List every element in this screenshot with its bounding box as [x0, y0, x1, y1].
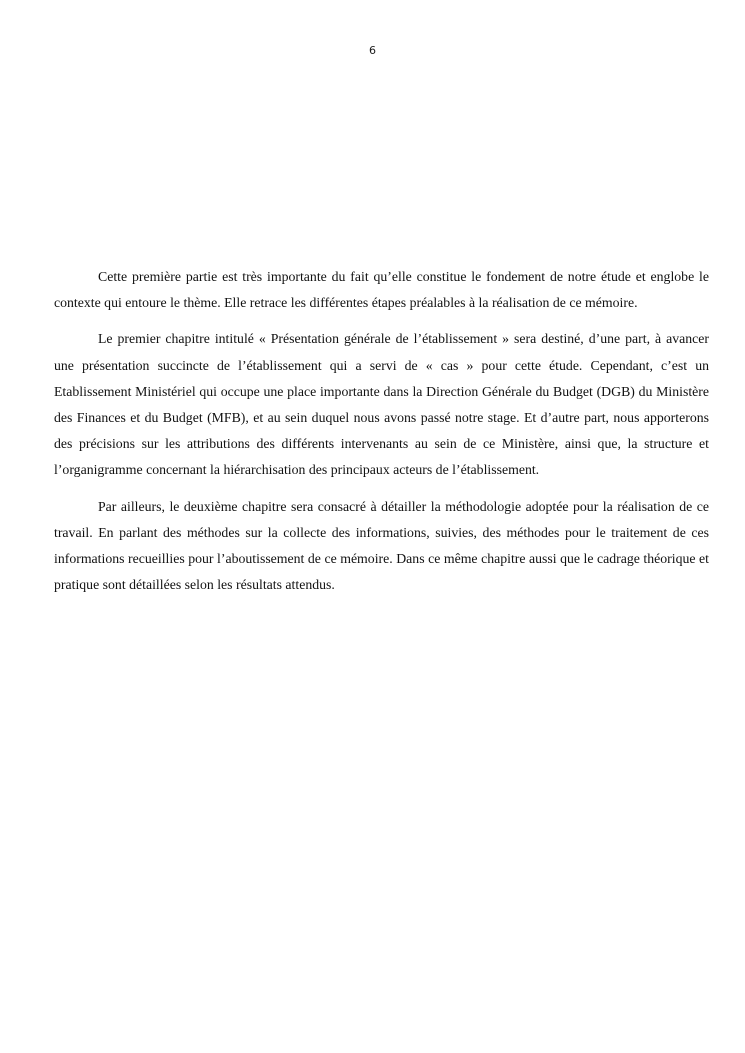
paragraph-chapter-one: Le premier chapitre intitulé « Présentation générale de l’établissement » sera destiné, d’une part, à avancer une présentation succincte de l’établissement qui a servi de « cas » pour cette étude. Cependant, c’est un Etablissement Ministériel qui occupe une place importante dans la Direction Générale du Budget (DGB) du Ministère des Finances et du Budget (MFB), et au sein duquel nous avons passé notre stage. Et d’autre part, nous apporterons des précisions sur les attributions des différents intervenants au sein de ce Ministère, ainsi que, la structure et l’organigramme concernant la hiérarchisation des principaux acteurs de l’établissement.: [54, 331, 709, 478]
paragraph-intro: Cette première partie est très importante du fait qu’elle constitue le fondement de notre étude et englobe le contexte qui entoure le thème. Elle retrace les différentes étapes préalables à la réalisation de ce mémoire.: [54, 269, 709, 311]
paragraph-chapter-two: Par ailleurs, le deuxième chapitre sera consacré à détailler la méthodologie adoptée pour la réalisation de ce travail. En parlant des méthodes sur la collecte des informations, suivies, des méthodes pour le traitement de ces informations recueillies pour l’aboutissement de ce mémoire. Dans ce même chapitre aussi que le cadrage théorique et pratique sont détaillées selon les résultats attendus.: [54, 498, 709, 593]
page-number: 6: [369, 44, 376, 57]
body-text: [54, 264, 709, 608]
